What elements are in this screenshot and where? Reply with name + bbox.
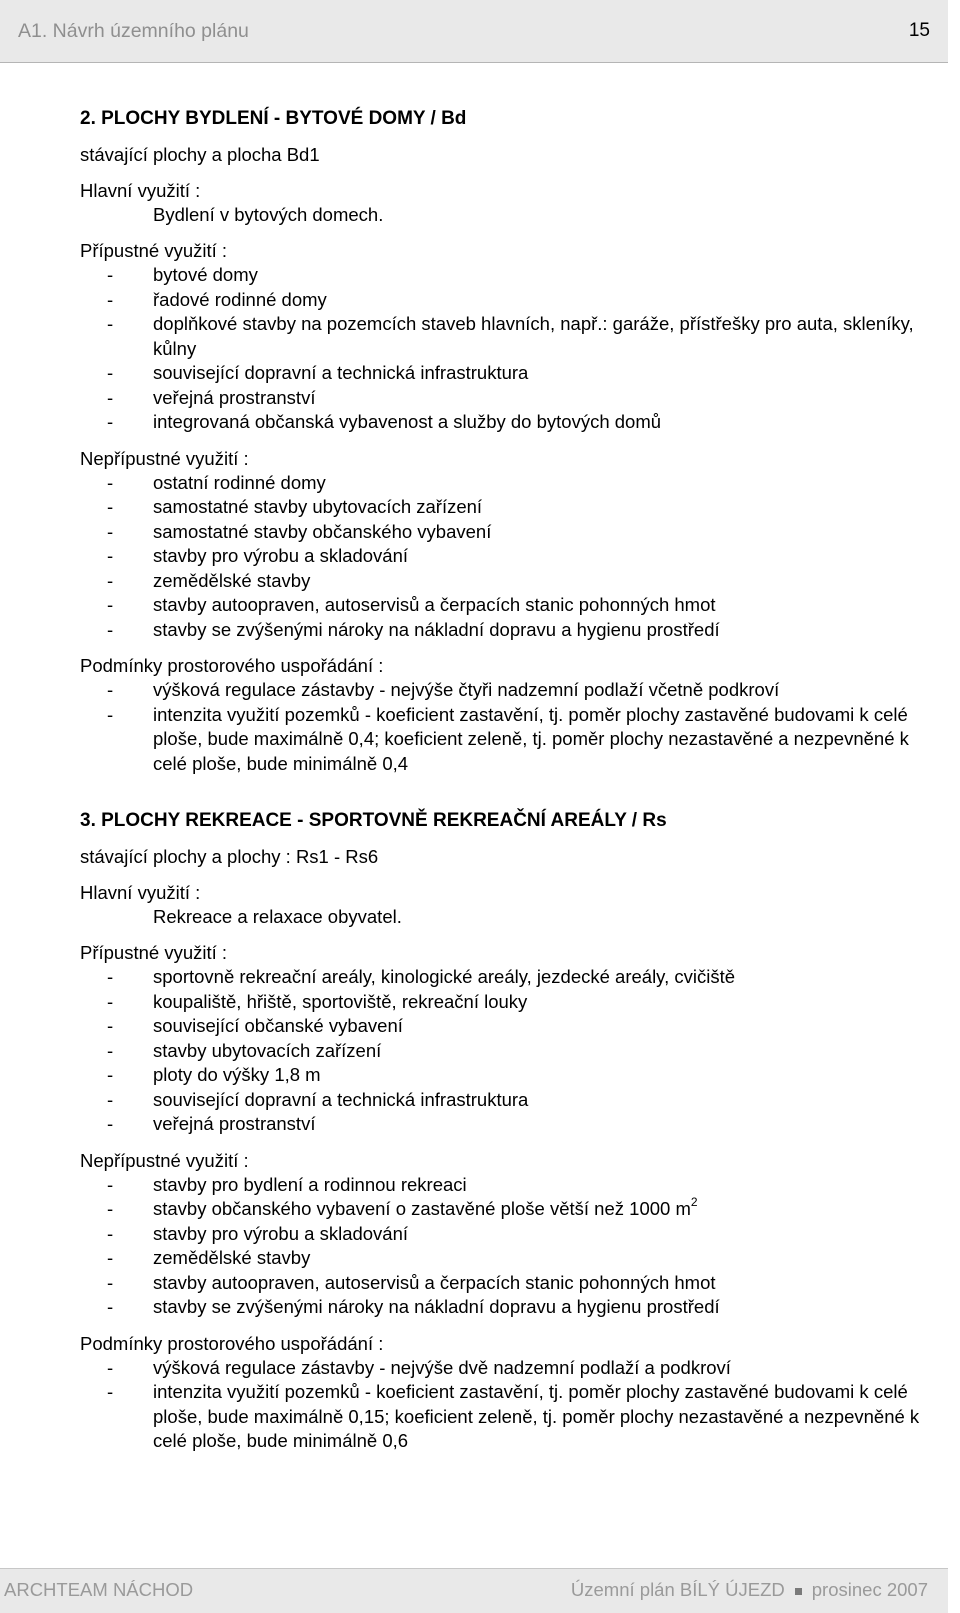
list-item — [80, 1194, 920, 1222]
page-header — [0, 0, 948, 63]
square-bullet-icon — [795, 1588, 802, 1595]
list-item: - intenzita využití pozemků - koeficient zastavění, tj. poměr plochy zastavěné budovami k celé ploše, bude maximálně 0,4; koeficient zeleně, tj. poměr plochy nezastavěné a nezpevněné k celé ploše, bude minimálně 0,4 — [80, 703, 920, 777]
list-item: - stavby pro výrobu a skladování — [80, 1222, 920, 1247]
list-item: - ostatní rodinné domy — [80, 471, 920, 496]
list-item: - intenzita využití pozemků - koeficient zastavění, tj. poměr plochy zastavěné budovami k celé ploše, bude maximálně 0,15; koeficient zeleně, tj. poměr plochy nezastavěné a nezpevněné k celé ploše, bude minimálně 0,6 — [80, 1380, 920, 1454]
footer-company: ARCHTEAM NÁCHOD — [4, 1579, 194, 1600]
list-item: - zemědělské stavby — [80, 1246, 920, 1271]
footer-plan-name: Územní plán BÍLÝ ÚJEZD — [570, 1579, 785, 1600]
list-item: - řadové rodinné domy — [80, 288, 920, 313]
list-item: - integrovaná občanská vybavenost a služby do bytových domů — [80, 410, 920, 435]
list-item: - bytové domy — [80, 263, 920, 288]
list-item: - stavby se zvýšenými nároky na nákladní dopravu a hygienu prostředí — [80, 618, 920, 643]
list-item: - výšková regulace zástavby - nejvýše čtyři nadzemní podlaží včetně podkroví — [80, 678, 920, 703]
spatial-conditions-label: Podmínky prostorového uspořádání : — [80, 1332, 384, 1354]
spatial-conditions-list — [80, 1356, 920, 1454]
page-number: 15 — [908, 20, 930, 41]
main-use-label: Hlavní využití : — [80, 882, 201, 903]
document-title: A1. Návrh územního plánu — [18, 20, 249, 42]
list-item: - veřejná prostranství — [80, 386, 920, 411]
prohibited-use-label: Nepřípustné využití : — [80, 1149, 249, 1171]
list-item: - zemědělské stavby — [80, 569, 920, 594]
list-item: - koupaliště, hřiště, sportoviště, rekreační louky — [80, 990, 920, 1015]
list-item: - doplňkové stavby na pozemcích staveb hlavních, např.: garáže, přístřešky pro auta, skleníky, kůlny — [80, 312, 920, 361]
existing-areas-text: stávající plochy a plocha Bd1 — [80, 144, 320, 165]
page-footer — [0, 1568, 948, 1613]
spatial-conditions-list — [80, 678, 920, 776]
list-item: - výšková regulace zástavby - nejvýše dvě nadzemní podlaží a podkroví — [80, 1356, 920, 1381]
list-item: - související dopravní a technická infrastruktura — [80, 361, 920, 386]
list-item: - stavby pro výrobu a skladování — [80, 544, 920, 569]
main-use-label: Hlavní využití : — [80, 180, 201, 201]
permitted-use-list — [80, 965, 920, 1137]
list-item: - související občanské vybavení — [80, 1014, 920, 1039]
footer-date: prosinec 2007 — [811, 1579, 928, 1600]
list-item: - ploty do výšky 1,8 m — [80, 1063, 920, 1088]
main-use-text: Bydlení v bytových domech. — [153, 204, 384, 225]
area-unit-superscript: 2 — [690, 1194, 698, 1209]
permitted-use-label: Přípustné využití : — [80, 240, 228, 261]
list-item: - veřejná prostranství — [80, 1112, 920, 1137]
prohibited-use-list — [80, 1173, 920, 1320]
list-item: - stavby se zvýšenými nároky na nákladní dopravu a hygienu prostředí — [80, 1295, 920, 1320]
list-item: - stavby ubytovacích zařízení — [80, 1039, 920, 1064]
permitted-use-list — [80, 263, 920, 435]
list-item: - sportovně rekreační areály, kinologické areály, jezdecké areály, cvičiště — [80, 965, 920, 990]
list-item: - samostatné stavby občanského vybavení — [80, 520, 920, 545]
existing-areas-text: stávající plochy a plochy : Rs1 - Rs6 — [80, 846, 379, 867]
footer-plan-info — [571, 1579, 928, 1601]
section-heading-rs: 3. PLOCHY REKREACE - SPORTOVNĚ REKREAČNÍ AREÁLY / Rs — [80, 810, 667, 831]
document-body — [80, 106, 920, 1466]
list-item-text: stavby občanského vybavení o zastavěné ploše větší než 1000 m — [153, 1198, 691, 1219]
prohibited-use-label: Nepřípustné využití : — [80, 447, 249, 469]
spatial-conditions-label: Podmínky prostorového uspořádání : — [80, 655, 384, 676]
list-item: - samostatné stavby ubytovacích zařízení — [80, 495, 920, 520]
list-item: - stavby autoopraven, autoservisů a čerpacích stanic pohonných hmot — [80, 593, 920, 618]
list-item: - stavby pro bydlení a rodinnou rekreaci — [80, 1173, 920, 1198]
list-item: - stavby autoopraven, autoservisů a čerpacích stanic pohonných hmot — [80, 1271, 920, 1296]
permitted-use-label: Přípustné využití : — [80, 942, 228, 963]
list-item: - související dopravní a technická infrastruktura — [80, 1088, 920, 1113]
prohibited-use-list — [80, 471, 920, 643]
section-heading-bd: 2. PLOCHY BYDLENÍ - BYTOVÉ DOMY / Bd — [80, 108, 467, 129]
main-use-text: Rekreace a relaxace obyvatel. — [153, 906, 402, 927]
